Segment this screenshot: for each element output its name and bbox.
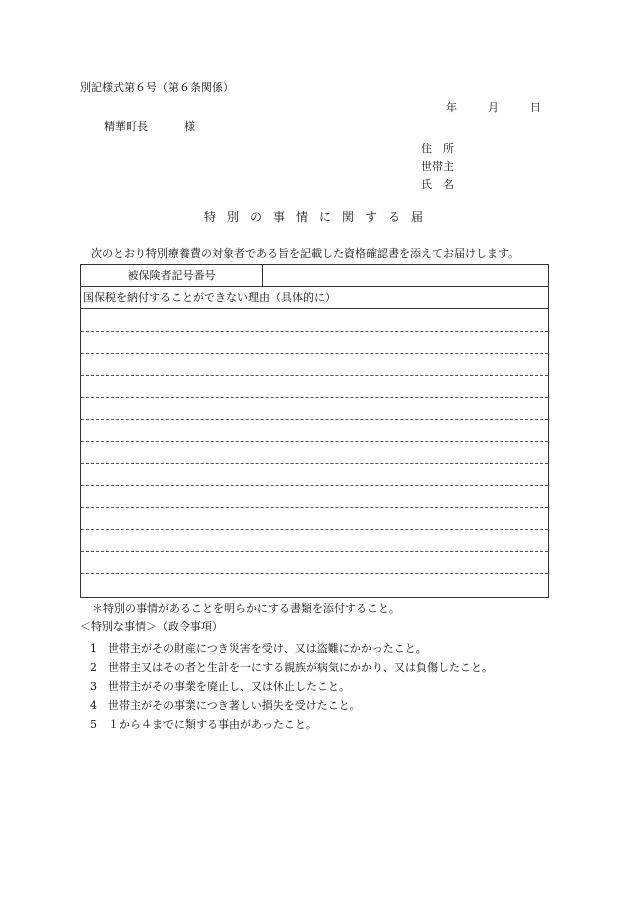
form-number: 別記様式第６号（第６条関係） xyxy=(80,81,234,94)
date-year-label: 年 xyxy=(446,101,457,114)
special-circumstances-list xyxy=(90,639,493,734)
name-label: 氏 名 xyxy=(421,178,454,191)
reason-writing-line xyxy=(81,551,548,552)
reason-writing-line xyxy=(81,485,548,486)
reason-writing-line xyxy=(81,441,548,442)
insured-number-row xyxy=(81,265,548,287)
reason-writing-line xyxy=(81,353,548,354)
special-circumstance-item xyxy=(90,658,493,677)
addressee-name: 精華町長 xyxy=(104,120,148,133)
reason-writing-line xyxy=(81,375,548,376)
reason-writing-line xyxy=(81,397,548,398)
special-circumstance-item xyxy=(90,639,493,658)
item-number: 1 xyxy=(90,642,97,655)
item-number: 5 xyxy=(90,718,97,731)
reason-writing-line xyxy=(81,573,548,574)
intro-text: 次のとおり特別療養費の対象者である旨を記載した資格確認書を添えてお届けします。 xyxy=(91,247,520,260)
reason-writing-line xyxy=(81,529,548,530)
item-number: 2 xyxy=(90,661,97,674)
addressee-honorific: 様 xyxy=(184,120,195,133)
householder-label: 世帯主 xyxy=(421,160,454,173)
item-text: 世帯主又はその者と生計を一にする親族が病気にかかり、又は負傷したこと。 xyxy=(108,661,493,674)
reason-label: 国保税を納付することができない理由（具体的に） xyxy=(81,287,548,309)
item-text: １から４までに類する事由があったこと。 xyxy=(108,718,317,731)
special-circumstances-heading: ＜特別な事情＞（政令事項） xyxy=(80,620,223,633)
applicant-block xyxy=(421,140,454,194)
insured-number-label: 被保険者記号番号 xyxy=(81,265,263,286)
address-label: 住 所 xyxy=(421,142,454,155)
item-number: 3 xyxy=(90,680,97,693)
insured-number-field[interactable] xyxy=(263,265,548,286)
item-text: 世帯主がその事業を廃止し、又は休止したこと。 xyxy=(108,680,350,693)
reason-writing-line xyxy=(81,419,548,420)
reason-writing-line xyxy=(81,507,548,508)
date-day-label: 日 xyxy=(530,101,541,114)
special-circumstance-item xyxy=(90,696,493,715)
special-circumstance-item xyxy=(90,715,493,734)
reason-writing-line xyxy=(81,331,548,332)
form-table xyxy=(80,264,549,598)
date-month-label: 月 xyxy=(488,101,499,114)
date-line xyxy=(446,102,541,113)
item-text: 世帯主がその事業につき著しい損失を受けたこと。 xyxy=(108,699,361,712)
document-title: 特別の事情に関する届 xyxy=(203,210,434,224)
addressee xyxy=(104,121,195,132)
attachment-note: ＊特別の事情があることを明らかにする書類を添付すること。 xyxy=(92,602,400,615)
reason-writing-line xyxy=(81,463,548,464)
item-text: 世帯主がその財産につき災害を受け、又は盗難にかかったこと。 xyxy=(108,642,427,655)
special-circumstance-item xyxy=(90,677,493,696)
item-number: 4 xyxy=(90,699,97,712)
